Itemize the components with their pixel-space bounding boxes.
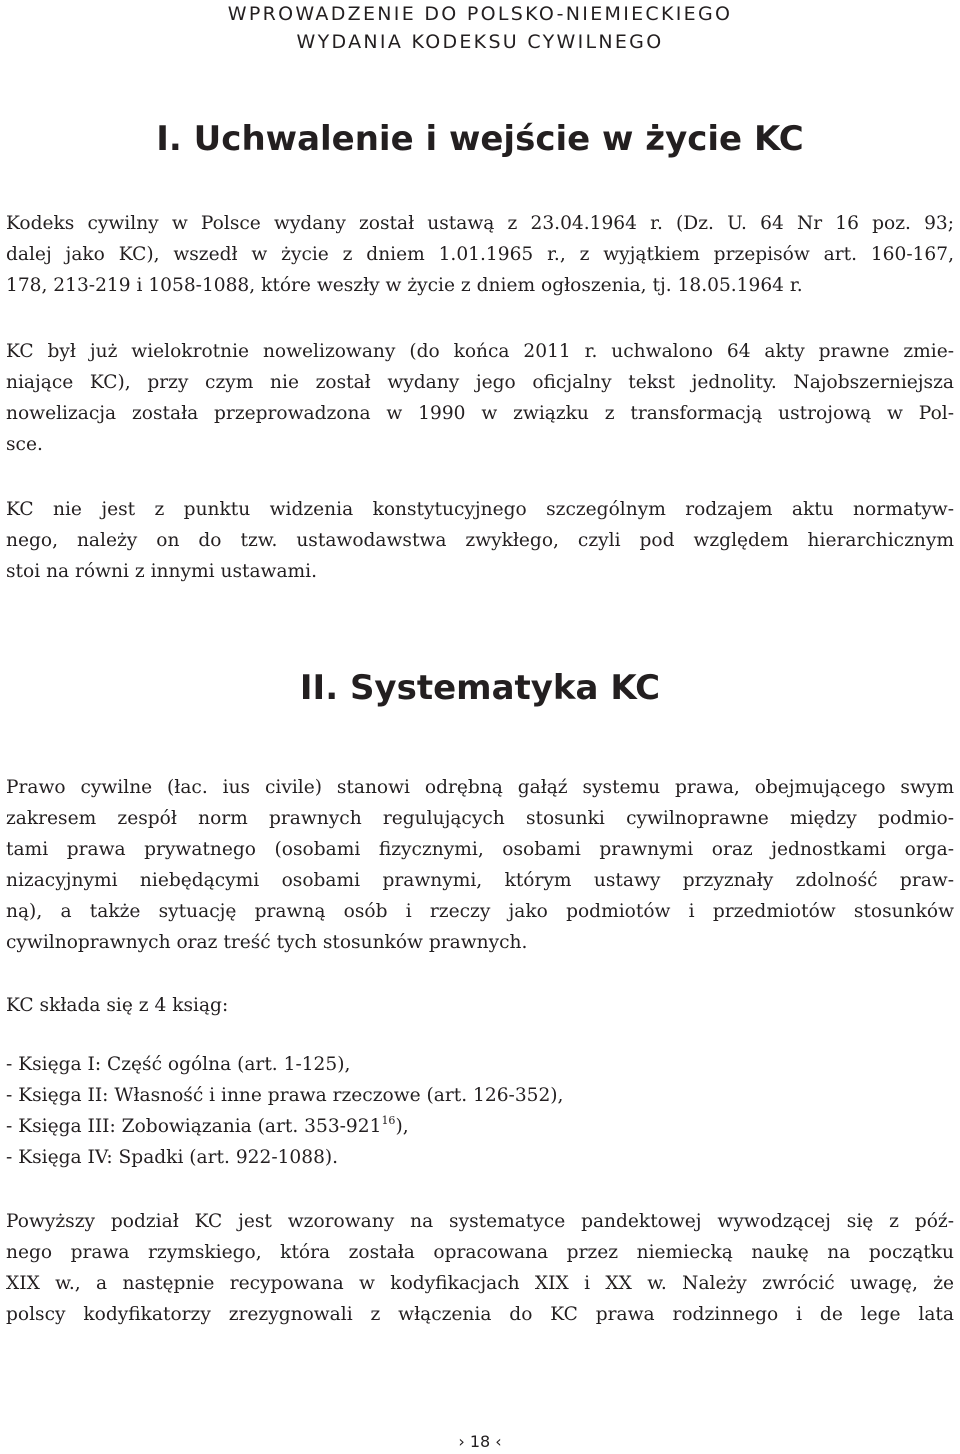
- running-header-line-1: WPROWADZENIE DO POLSKO-NIEMIECKIEGO: [227, 3, 733, 25]
- section-2-paragraph-3: [6, 1206, 954, 1330]
- list-item-text: - Księga III: Zobowiązania (art. 353-921: [6, 1116, 382, 1137]
- list-item: - Księga II: Własność i inne prawa rzeczowe (art. 126-352),: [6, 1085, 564, 1106]
- text-line: cywilnoprawnych oraz treść tych stosunków prawnych.: [6, 932, 528, 953]
- text-line: KC nie jest z punktu widzenia konstytucyjnego szczególnym rodzajem aktu normatyw-: [6, 499, 954, 520]
- text-line: Powyższy podział KC jest wzorowany na systematyce pandektowej wywodzącej się z póź-: [6, 1211, 954, 1232]
- text-line: stoi na równi z innymi ustawami.: [6, 561, 318, 582]
- running-header-line-2: WYDANIA KODEKSU CYWILNEGO: [296, 31, 664, 53]
- page-number: › 18 ‹: [458, 1432, 502, 1451]
- text-line: nego prawa rzymskiego, która została opracowana przez niemiecką naukę na początku: [6, 1242, 954, 1263]
- text-line: KC składa się z 4 ksiąg:: [6, 995, 229, 1016]
- text-line: nizacyjnymi niebędącymi osobami prawnymi, którym ustawy przyznały zdolność praw-: [6, 870, 954, 891]
- text-line: zakresem zespół norm prawnych regulujących stosunki cywilnoprawne między podmio-: [6, 808, 954, 829]
- books-list: [6, 1049, 954, 1173]
- running-header: [0, 0, 960, 56]
- list-item-text: ),: [395, 1116, 409, 1137]
- section-2-heading: II. Systematyka KC: [299, 668, 661, 708]
- list-item: - Księga IV: Spadki (art. 922-1088).: [6, 1147, 339, 1168]
- text-line: ną), a także sytuację prawną osób i rzeczy jako podmiotów i przedmiotów stosunków: [6, 901, 954, 922]
- text-line: Kodeks cywilny w Polsce wydany został ustawą z 23.04.1964 r. (Dz. U. 64 Nr 16 poz. 93;: [6, 213, 954, 234]
- section-1-paragraph-2: [6, 336, 954, 460]
- section-1-paragraph-1: [6, 208, 954, 301]
- text-line: Prawo cywilne (łac. ius civile) stanowi odrębną gałąź systemu prawa, obejmującego swym: [6, 777, 954, 798]
- superscript: 16: [381, 1114, 396, 1127]
- section-2-paragraph-2: [6, 990, 954, 1021]
- list-item: - Księga I: Część ogólna (art. 1-125),: [6, 1054, 351, 1075]
- text-line: tami prawa prywatnego (osobami fizycznymi, osobami prawnymi oraz jednostkami orga-: [6, 839, 954, 860]
- text-line: polscy kodyfikatorzy zrezygnowali z włączenia do KC prawa rodzinnego i de lege lata: [6, 1304, 954, 1325]
- section-2-paragraph-1: [6, 772, 954, 958]
- section-1-paragraph-3: [6, 494, 954, 587]
- text-line: nego, należy on do tzw. ustawodawstwa zwykłego, czyli pod względem hierarchicznym: [6, 530, 954, 551]
- text-line: XIX w., a następnie recypowana w kodyfikacjach XIX i XX w. Należy zwrócić uwagę, że: [6, 1273, 954, 1294]
- text-line: 178, 213-219 i 1058-1088, które weszły w życie z dniem ogłoszenia, tj. 18.05.1964 r.: [6, 275, 803, 296]
- text-line: nowelizacja została przeprowadzona w 1990 w związku z transformacją ustrojową w Pol-: [6, 403, 954, 424]
- list-item: [6, 1111, 954, 1142]
- text-line: dalej jako KC), wszedł w życie z dniem 1.01.1965 r., z wyjątkiem przepisów art. 160-167,: [6, 244, 954, 265]
- text-line: sce.: [6, 434, 43, 455]
- text-line: niające KC), przy czym nie został wydany jego oficjalny tekst jednolity. Najobszerniejsza: [6, 372, 954, 393]
- section-1-heading: I. Uchwalenie i wejście w życie KC: [156, 119, 804, 159]
- text-line: KC był już wielokrotnie nowelizowany (do końca 2011 r. uchwalono 64 akty prawne zmie-: [6, 341, 954, 362]
